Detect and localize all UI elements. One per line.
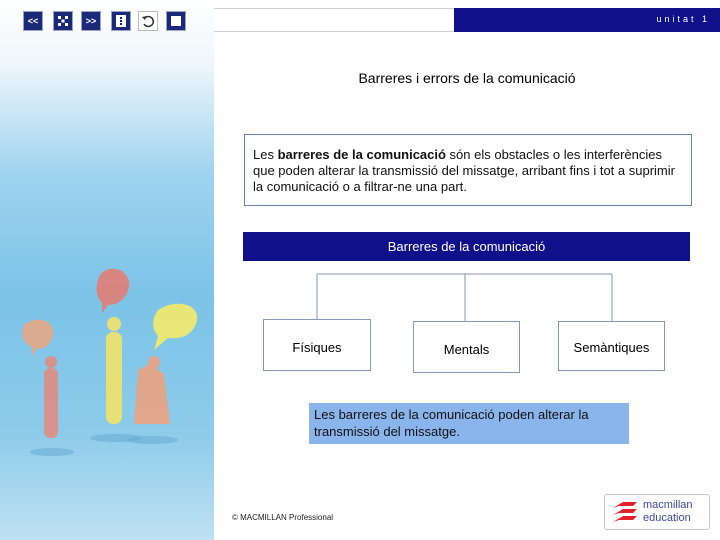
node-fisiques	[263, 319, 371, 371]
diagram-root: Barreres de la comunicació	[243, 232, 690, 261]
node-label: Semàntiques	[573, 340, 650, 355]
node-semantiques	[558, 321, 665, 371]
logo-line1: macmillan	[643, 499, 693, 511]
logo-line2: education	[643, 512, 691, 524]
unit-label: unitat 1	[656, 14, 710, 24]
prev-icon: <<	[27, 16, 39, 26]
definition-term: barreres de la comunicació	[277, 147, 446, 162]
node-label: Físiques	[292, 340, 342, 355]
macmillan-logo-icon	[611, 500, 641, 526]
logo-wordmark	[643, 499, 693, 525]
definition-text-start: Les	[253, 147, 278, 162]
summary-note: Les barreres de la comunicació poden alterar la transmissió del missatge.	[309, 403, 629, 444]
next-icon: >>	[85, 16, 97, 26]
node-label: Mentals	[443, 342, 490, 357]
definition-text-end: són els obstacles o les interferències que poden alterar la transmissió del missatge, arribant fins i tot a suprimir la comunicació o a filtrar-ne una part.	[253, 147, 675, 194]
node-mentals	[413, 321, 520, 373]
copyright-text: © MACMILLAN Professional	[232, 513, 334, 522]
page-title: Barreres i errors de la comunicació	[358, 70, 576, 86]
macmillan-education-logo	[604, 494, 710, 530]
